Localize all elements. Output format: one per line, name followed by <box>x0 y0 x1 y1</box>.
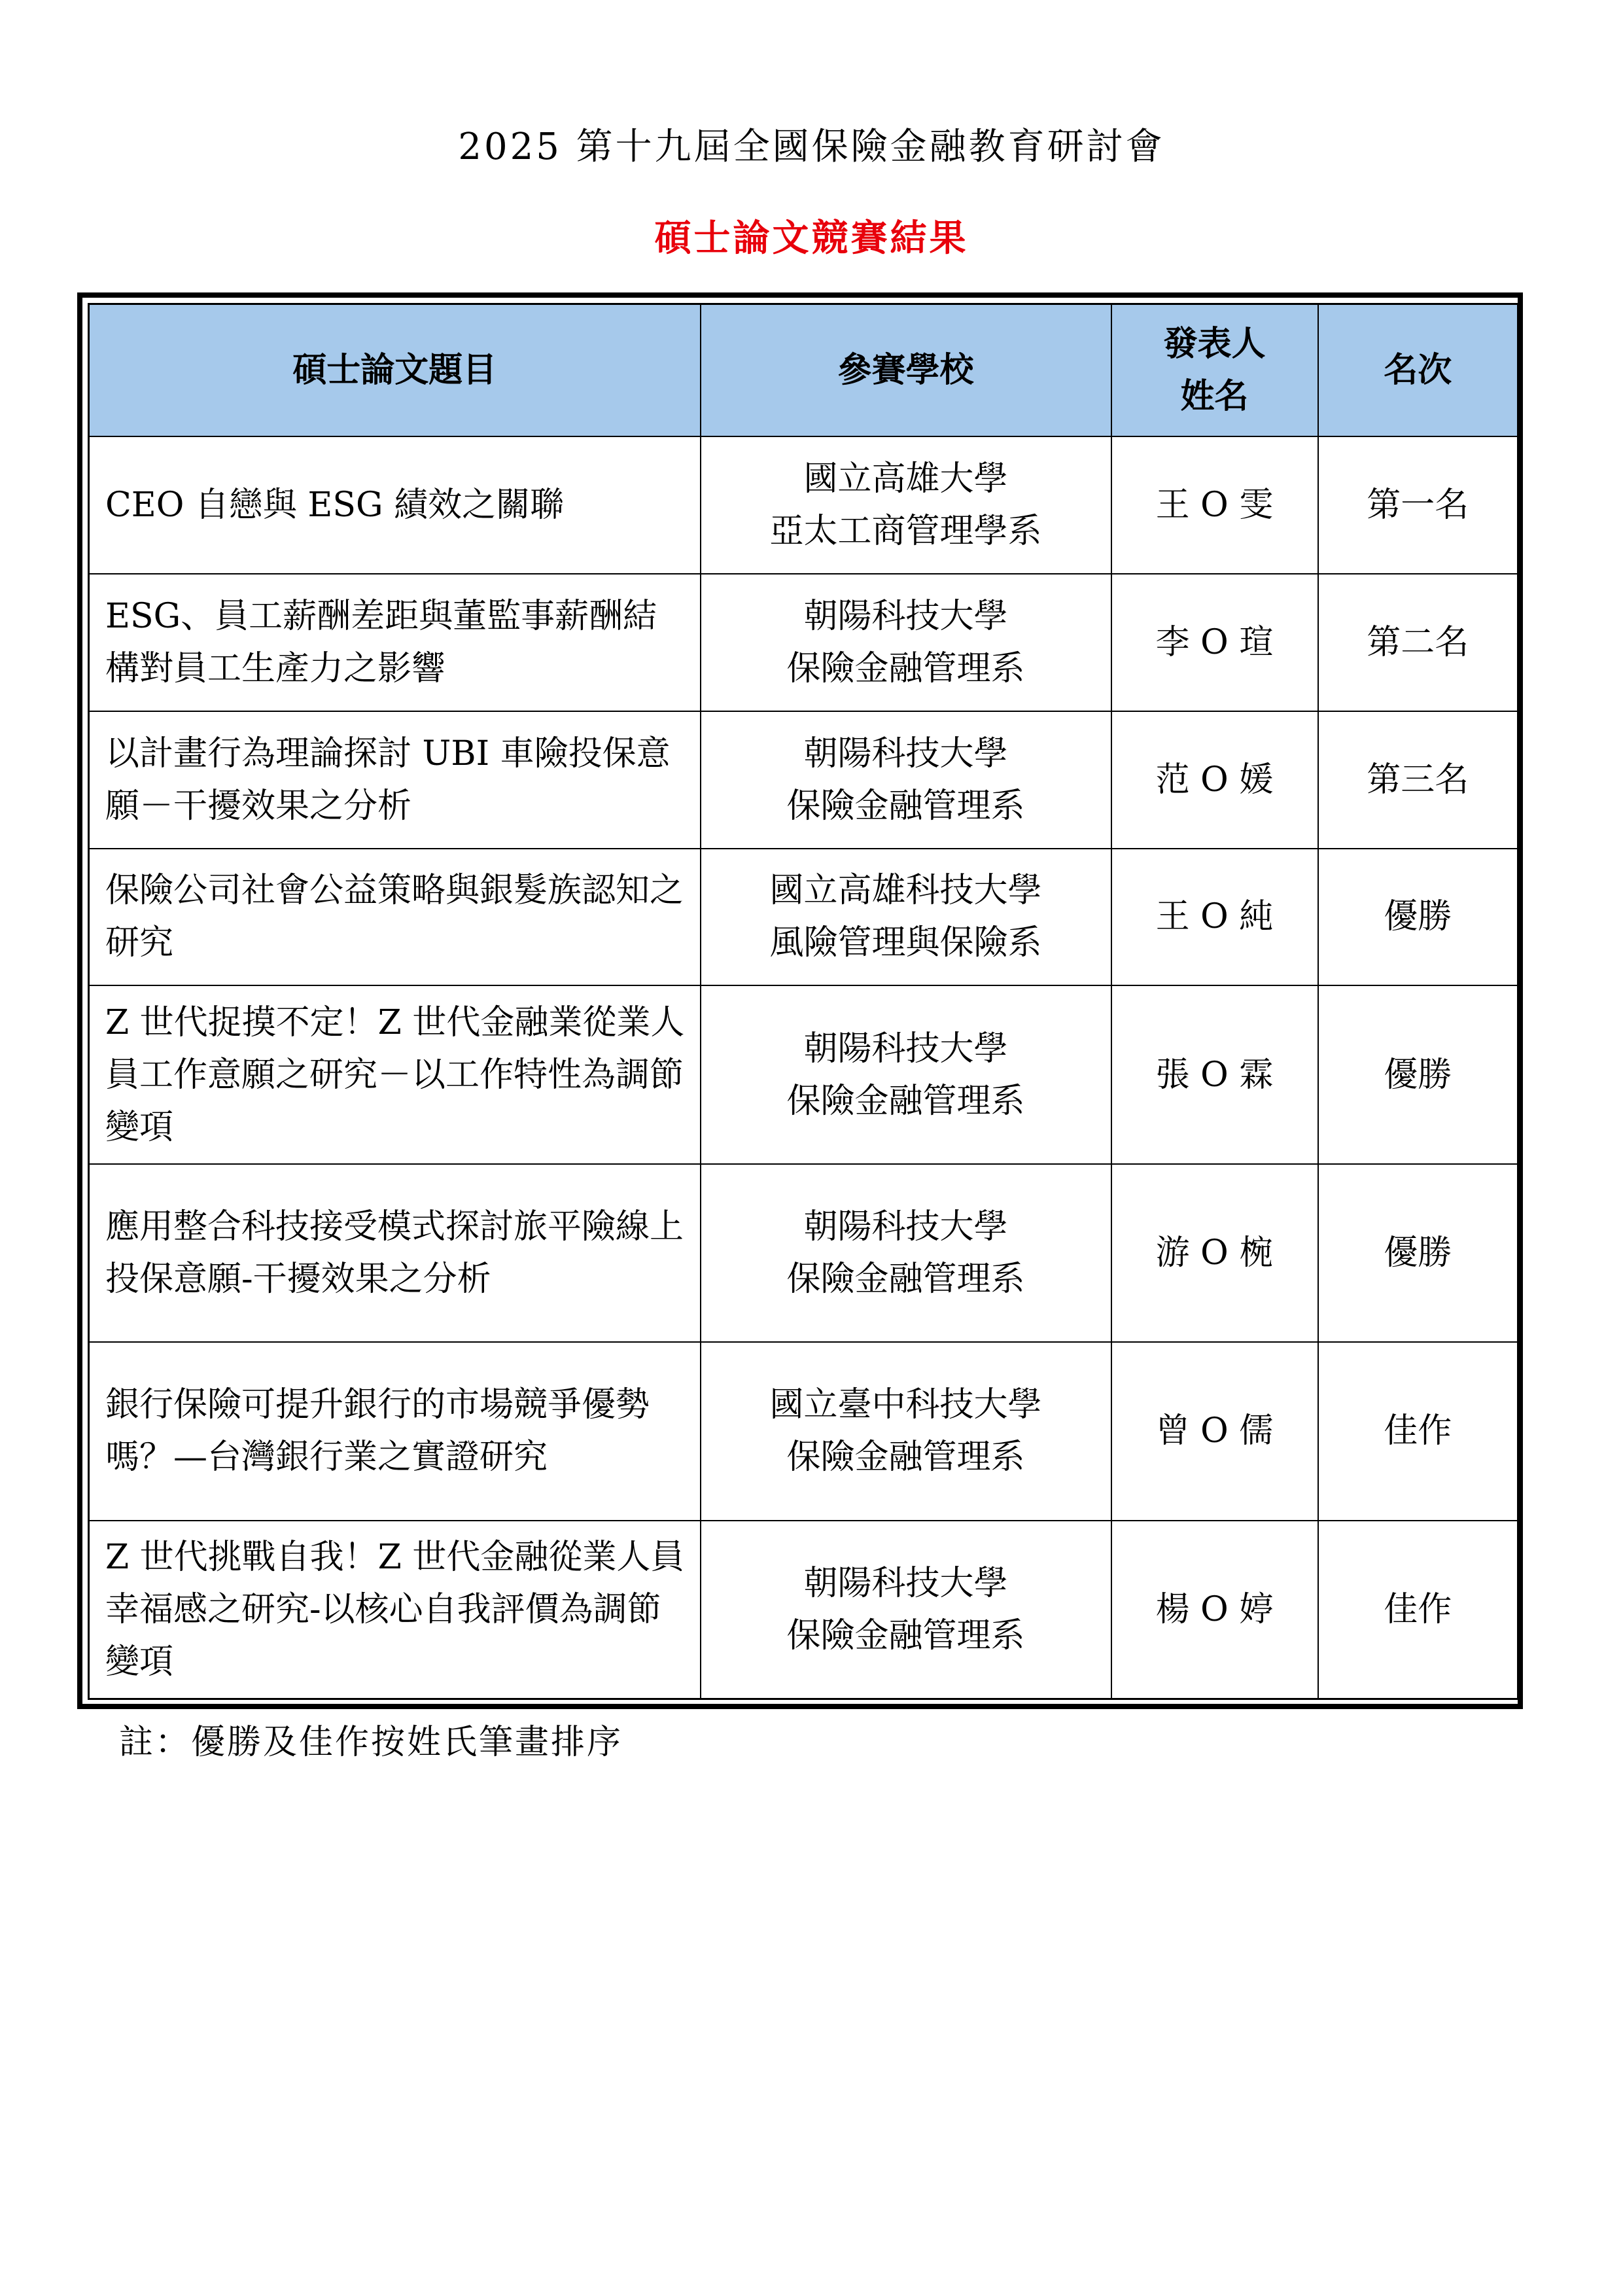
presenter-name: 曾 O 儒 <box>1111 1342 1318 1520</box>
school <box>701 1521 1111 1699</box>
presenter-name: 張 O 霖 <box>1111 985 1318 1163</box>
department-name: 保險金融管理系 <box>786 786 1025 826</box>
thesis-topic: ESG、員工薪酬差距與董監事薪酬結構對員工生產力之影響 <box>89 574 701 711</box>
table-row <box>89 985 1518 1163</box>
school <box>701 436 1111 574</box>
school <box>701 985 1111 1163</box>
rank: 優勝 <box>1318 985 1518 1163</box>
page-title: 2025 第十九屆全國保險金融教育研討會 <box>458 126 1165 168</box>
rank: 優勝 <box>1318 1164 1518 1342</box>
results-table <box>88 303 1519 1700</box>
column-header-school: 參賽學校 <box>701 304 1111 437</box>
presenter-name: 王 O 純 <box>1111 849 1318 986</box>
table-row <box>89 1164 1518 1342</box>
presenter-name: 范 O 媛 <box>1111 711 1318 849</box>
table-row <box>89 436 1518 574</box>
table-row <box>89 1521 1518 1699</box>
school-name: 國立臺中科技大學 <box>769 1385 1042 1425</box>
presenter-name: 游 O 椀 <box>1111 1164 1318 1342</box>
column-header-presenter-line2: 姓名 <box>1180 376 1249 416</box>
school <box>701 711 1111 849</box>
page-subtitle: 碩士論文競賽結果 <box>654 217 969 260</box>
school-name: 朝陽科技大學 <box>803 733 1008 773</box>
presenter-name: 楊 O 婷 <box>1111 1521 1318 1699</box>
school-name: 國立高雄科技大學 <box>769 871 1042 911</box>
school <box>701 1342 1111 1520</box>
footnote: 註：優勝及佳作按姓氏筆畫排序 <box>119 1723 623 1762</box>
school <box>701 574 1111 711</box>
rank: 第一名 <box>1318 436 1518 574</box>
thesis-topic: 銀行保險可提升銀行的市場競爭優勢嗎？—台灣銀行業之實證研究 <box>89 1342 701 1520</box>
school <box>701 849 1111 986</box>
thesis-topic: Z 世代挑戰自我！Z 世代金融從業人員幸福感之研究-以核心自我評價為調節變項 <box>89 1521 701 1699</box>
rank: 優勝 <box>1318 849 1518 986</box>
column-header-rank: 名次 <box>1318 304 1518 437</box>
column-header-presenter-line1: 發表人 <box>1163 324 1266 364</box>
rank: 佳作 <box>1318 1521 1518 1699</box>
rank: 佳作 <box>1318 1342 1518 1520</box>
rank: 第二名 <box>1318 574 1518 711</box>
results-table-frame <box>77 292 1523 1709</box>
presenter-name: 王 O 雯 <box>1111 436 1318 574</box>
department-name: 保險金融管理系 <box>786 1081 1025 1121</box>
thesis-topic: 以計畫行為理論探討 UBI 車險投保意願－干擾效果之分析 <box>89 711 701 849</box>
thesis-topic: Z 世代捉摸不定！Z 世代金融業從業人員工作意願之研究－以工作特性為調節變項 <box>89 985 701 1163</box>
column-header-topic: 碩士論文題目 <box>89 304 701 437</box>
table-row <box>89 711 1518 849</box>
department-name: 保險金融管理系 <box>786 1616 1025 1655</box>
school-name: 朝陽科技大學 <box>803 1029 1008 1069</box>
school-name: 國立高雄大學 <box>803 459 1008 499</box>
column-header-presenter <box>1111 304 1318 437</box>
thesis-topic: 保險公司社會公益策略與銀髮族認知之研究 <box>89 849 701 986</box>
table-header-row <box>89 304 1518 437</box>
thesis-topic: CEO 自戀與 ESG 績效之關聯 <box>89 436 701 574</box>
table-row <box>89 574 1518 711</box>
department-name: 保險金融管理系 <box>786 1259 1025 1299</box>
rank: 第三名 <box>1318 711 1518 849</box>
table-row <box>89 849 1518 986</box>
presenter-name: 李 O 瑄 <box>1111 574 1318 711</box>
department-name: 風險管理與保險系 <box>769 923 1042 963</box>
department-name: 保險金融管理系 <box>786 648 1025 688</box>
department-name: 亞太工商管理學系 <box>769 511 1042 551</box>
thesis-topic: 應用整合科技接受模式探討旅平險線上投保意願-干擾效果之分析 <box>89 1164 701 1342</box>
school <box>701 1164 1111 1342</box>
school-name: 朝陽科技大學 <box>803 1563 1008 1603</box>
department-name: 保險金融管理系 <box>786 1438 1025 1477</box>
school-name: 朝陽科技大學 <box>803 596 1008 636</box>
school-name: 朝陽科技大學 <box>803 1207 1008 1246</box>
table-row <box>89 1342 1518 1520</box>
